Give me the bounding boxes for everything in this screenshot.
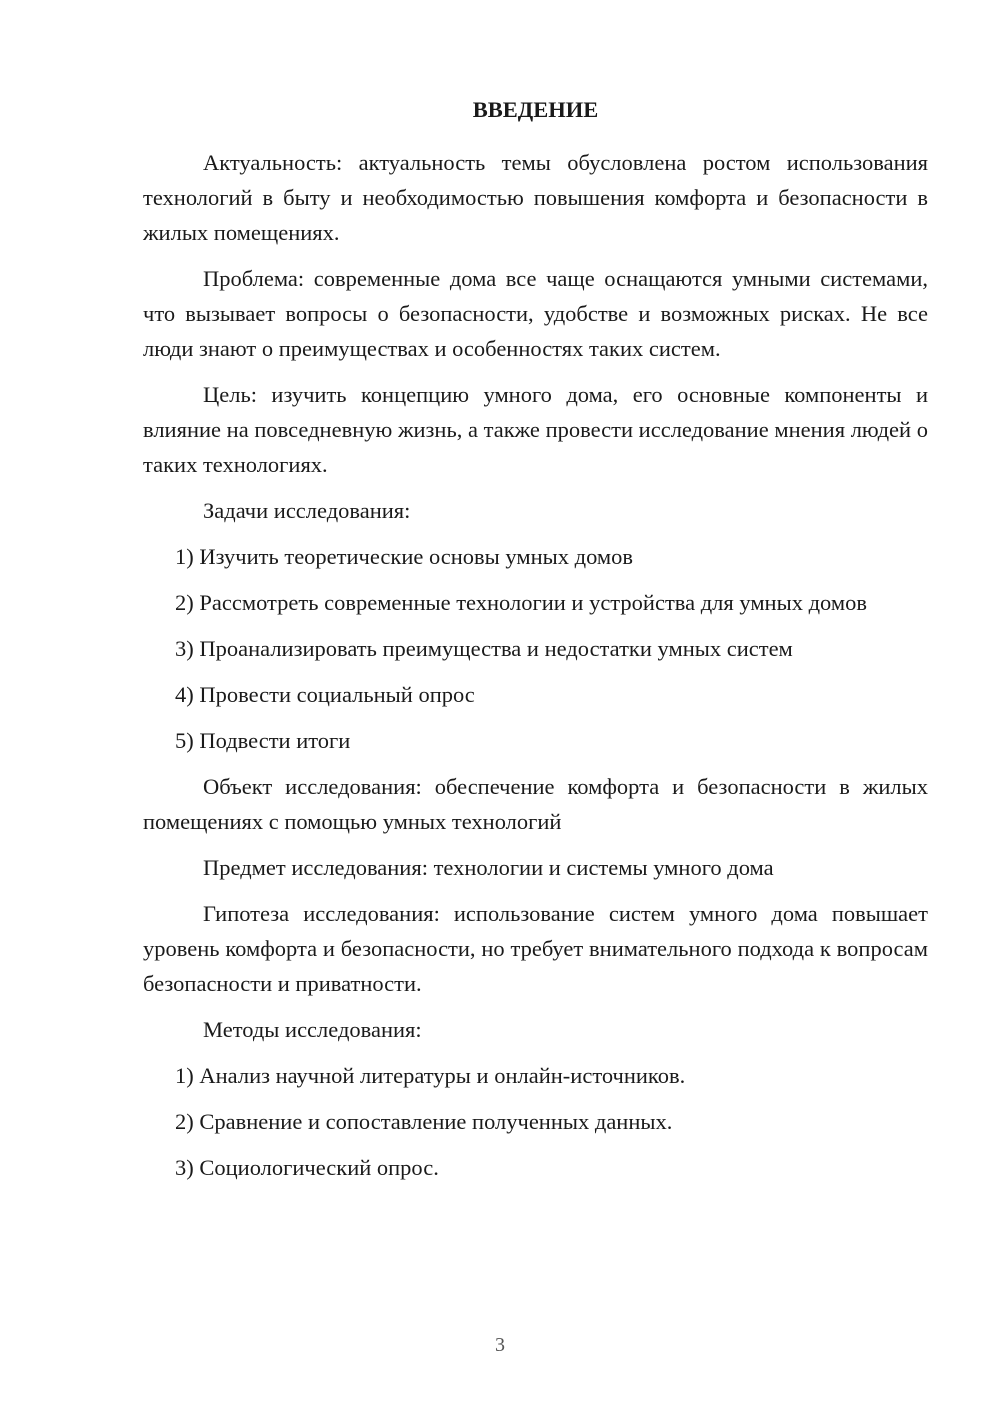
page-number: 3 <box>495 1334 505 1356</box>
method-item-2: 2) Сравнение и сопоставление полученных данных. <box>175 1109 673 1134</box>
hypothesis-paragraph: Гипотеза исследования: использование систем умного дома повышает уровень комфорта и безопасности, но требует внимательного подхода к вопросам безопасности и приватности. <box>143 901 928 996</box>
subject-paragraph: Предмет исследования: технологии и системы умного дома <box>203 855 774 880</box>
goal-paragraph: Цель: изучить концепцию умного дома, его основные компоненты и влияние на повседневную жизнь, а также провести исследование мнения людей о таких технологиях. <box>143 382 928 477</box>
method-item-3: 3) Социологический опрос. <box>175 1155 439 1180</box>
relevance-paragraph: Актуальность: актуальность темы обусловлена ростом использования технологий в быту и необходимостью повышения комфорта и безопасности в жилых помещениях. <box>143 150 928 245</box>
task-item-2: 2) Рассмотреть современные технологии и устройства для умных домов <box>175 590 867 615</box>
task-item-4: 4) Провести социальный опрос <box>175 682 475 707</box>
document-page <box>143 95 928 1196</box>
problem-paragraph: Проблема: современные дома все чаще оснащаются умными системами, что вызывает вопросы о безопасности, удобстве и возможных рисках. Не все люди знают о преимуществах и особенностях таких систем. <box>143 266 928 361</box>
method-item-1: 1) Анализ научной литературы и онлайн-источников. <box>175 1063 686 1088</box>
section-title: ВВЕДЕНИЕ <box>472 97 599 122</box>
task-item-1: 1) Изучить теоретические основы умных домов <box>175 544 634 569</box>
task-item-3: 3) Проанализировать преимущества и недостатки умных систем <box>175 636 793 661</box>
tasks-heading: Задачи исследования: <box>203 498 411 523</box>
task-item-5: 5) Подвести итоги <box>175 728 351 753</box>
methods-heading: Методы исследования: <box>203 1017 422 1042</box>
object-paragraph: Объект исследования: обеспечение комфорта и безопасности в жилых помещениях с помощью умных технологий <box>143 774 928 834</box>
